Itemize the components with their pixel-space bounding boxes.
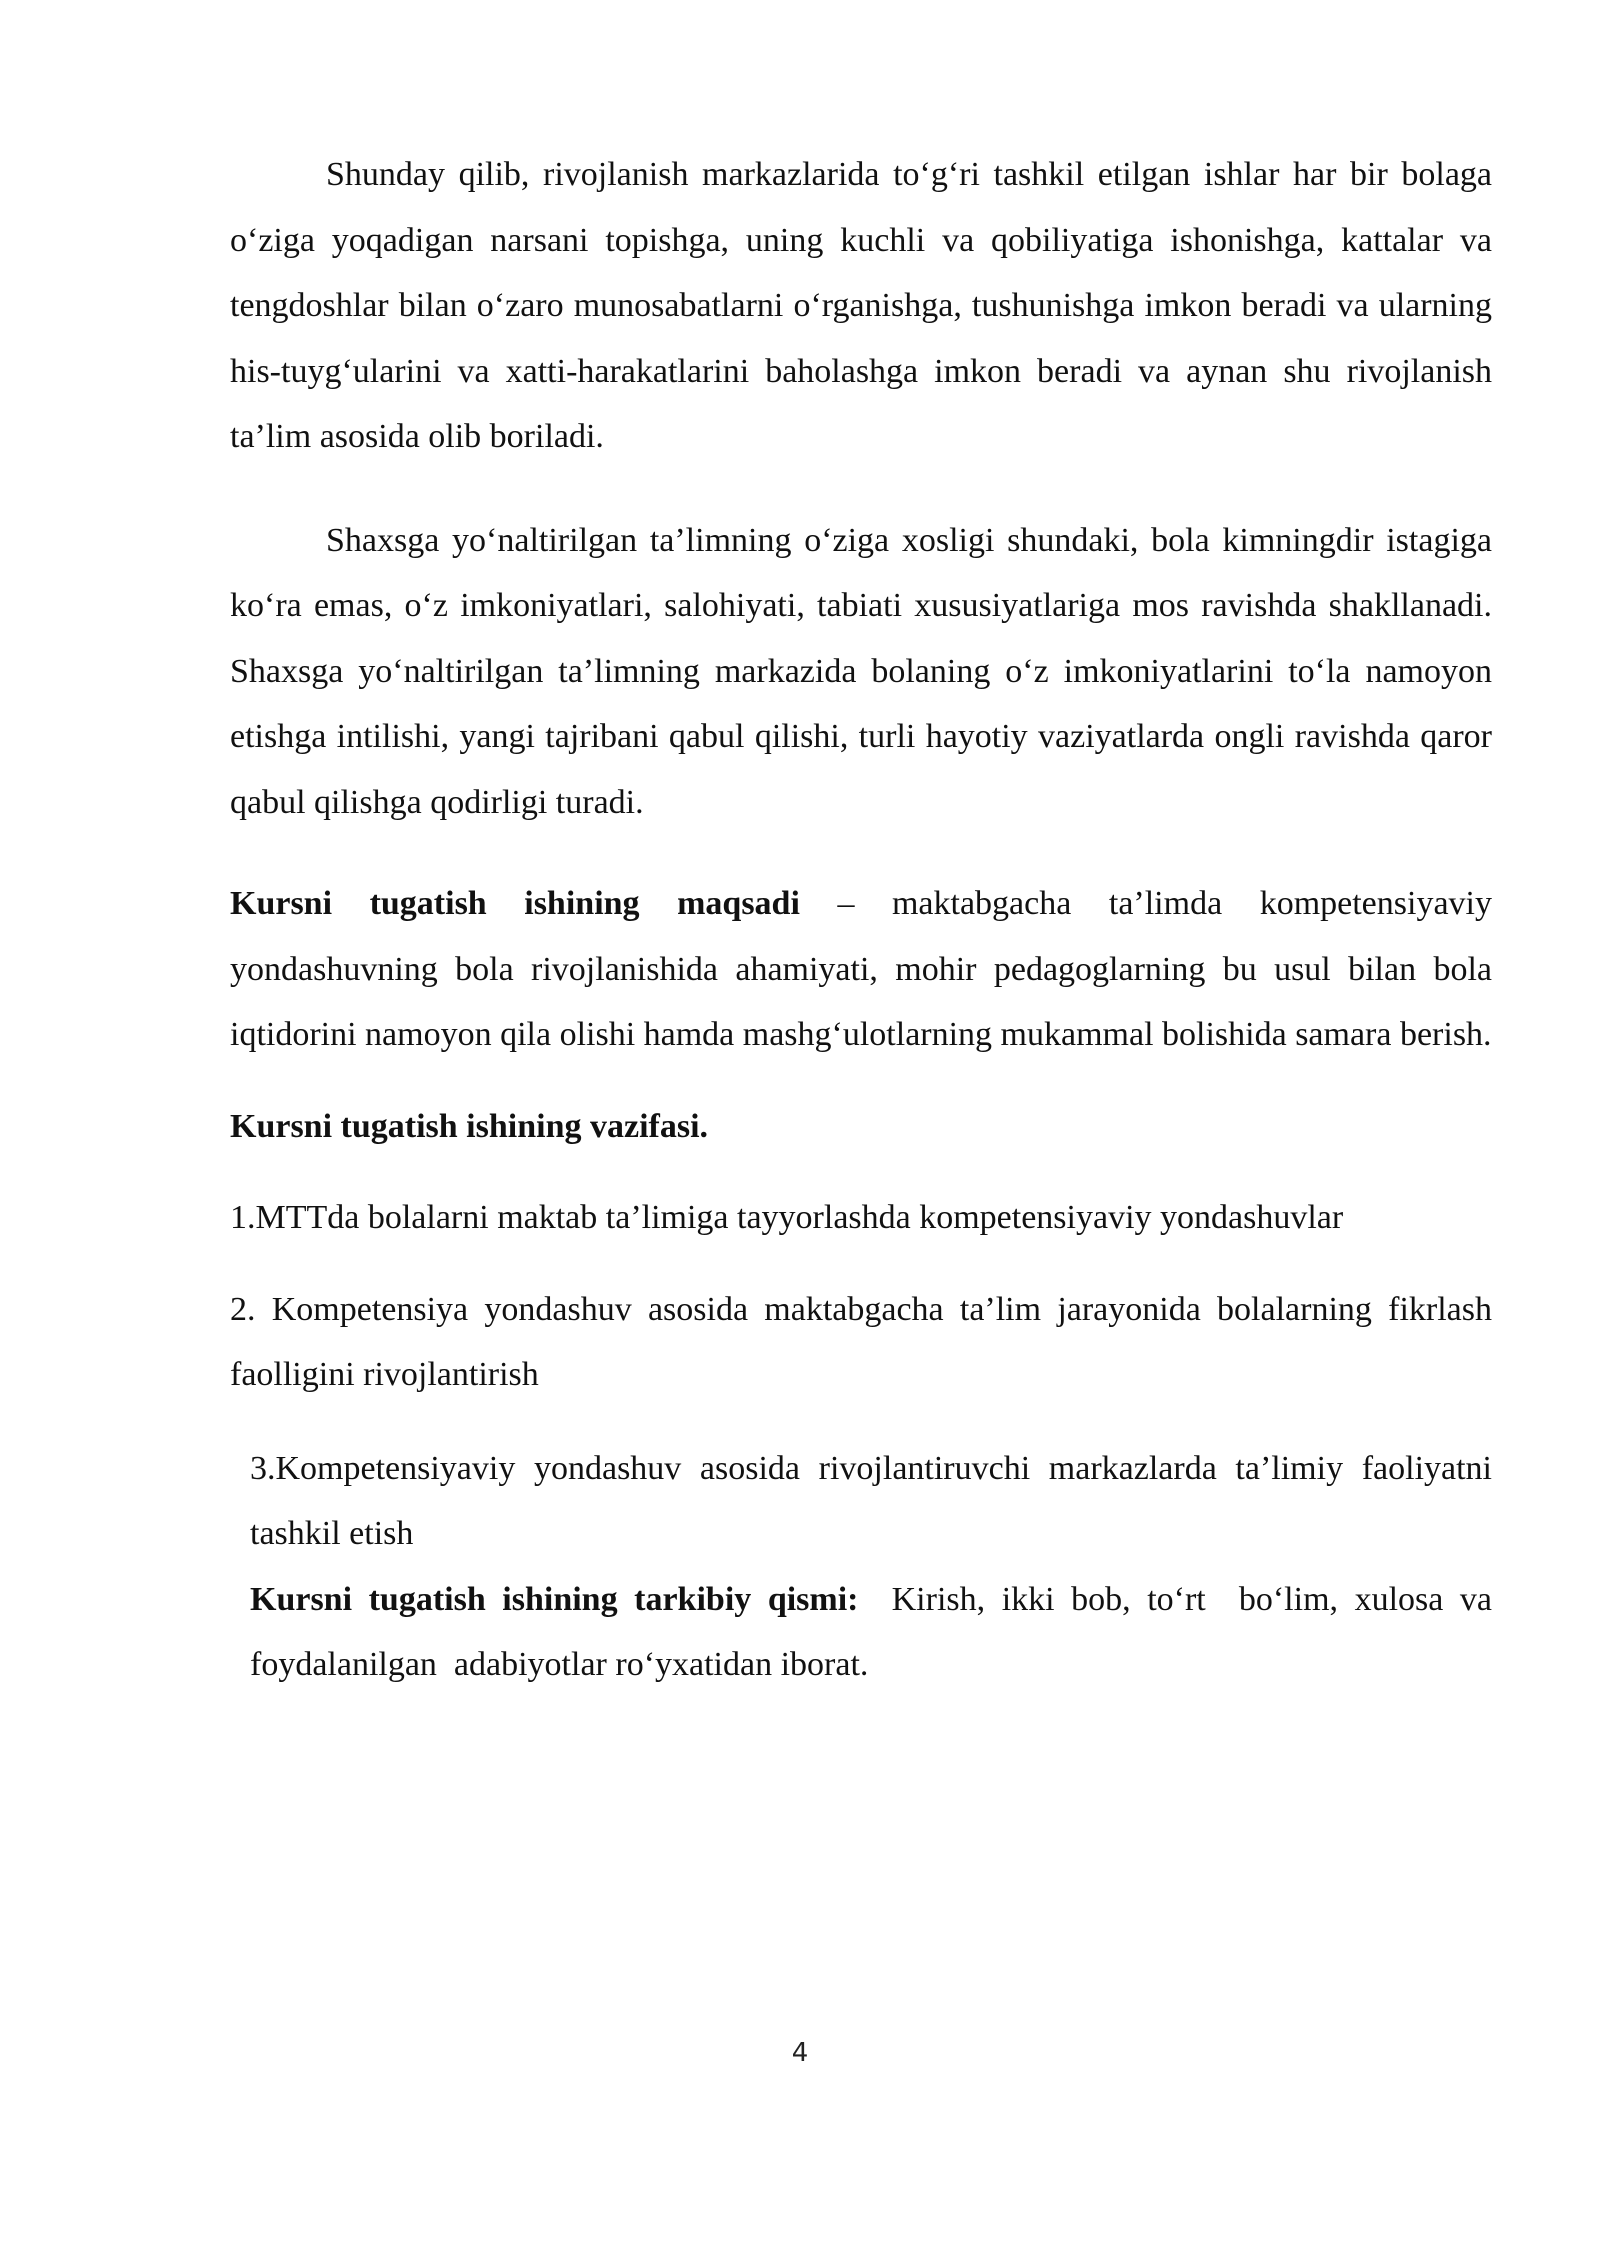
paragraph-structure <box>250 1567 1501 1698</box>
paragraph-development-centers: Shunday qilib, rivojlanish markazlarida to‘g‘ri tashkil etilgan ishlar har bir bolaga o‘ziga yoqadigan narsani topishga, uning kuchli va qobiliyatiga ishonishga, kattalar va tengdoshlar bilan o‘zaro munosabatlarni o‘rganishga, tushunishga imkon beradi va ularning his-tuyg‘ularini va xatti-harakatlarini baholashga imkon beradi va aynan shu rivojlanish ta’lim asosida olib boriladi. <box>230 156 1492 455</box>
goal-heading: Kursni tugatish ishining maqsadi <box>230 885 800 922</box>
page-body <box>230 142 1501 1698</box>
page-number: 4 <box>791 2038 809 2068</box>
task-item-1: 1.MTTda bolalarni maktab ta’limiga tayyorlashda kompetensiyaviy yondashuvlar <box>230 1199 1344 1236</box>
task-item-3: 3.Kompetensiyaviy yondashuv asosida rivojlantiruvchi markazlarda ta’limiy faoliyatni tashkil etish <box>250 1449 1492 1552</box>
goal-text: – maktabgacha ta’limda kompetensiyaviy yondashuvning bola rivojlanishida ahamiyati, mohir pedagoglarning bu usul bilan bola iqtidorini namoyon qila olishi hamda mashg‘ulotlarning mukammal bolishida samara berish. <box>230 885 1492 1053</box>
task-item-2: 2. Kompetensiya yondashuv asosida maktabgacha ta’lim jarayonida bolalarning fikrlash faolligini rivojlantirish <box>230 1290 1492 1393</box>
structure-heading: Kursni tugatish ishining tarkibiy qismi: <box>250 1580 859 1618</box>
tasks-heading-text: Kursni tugatish ishining vazifasi. <box>230 1107 709 1145</box>
tasks-heading <box>230 1094 1492 1160</box>
structure-text: Kirish, ikki bob, to‘rt bo‘lim, xulosa va foydalanilgan adabiyotlar ro‘yxatidan iborat. <box>250 1580 1501 1683</box>
paragraph-personal-oriented-education: Shaxsga yo‘naltirilgan ta’limning o‘ziga xosligi shundaki, bola kimningdir istagiga ko‘ra emas, o‘z imkoniyatlari, salohiyati, tabiati xususiyatlariga mos ravishda shakllanadi. Shaxsga yo‘naltirilgan ta’limning markazida bolaning o‘z imkoniyatlarini to‘la namoyon etishga intilishi, yangi tajribani qabul qilishi, turli hayotiy vaziyatlarda ongli ravishda qaror qabul qilishga qodirligi turadi. <box>230 521 1492 821</box>
paragraph-goal <box>230 871 1492 1068</box>
